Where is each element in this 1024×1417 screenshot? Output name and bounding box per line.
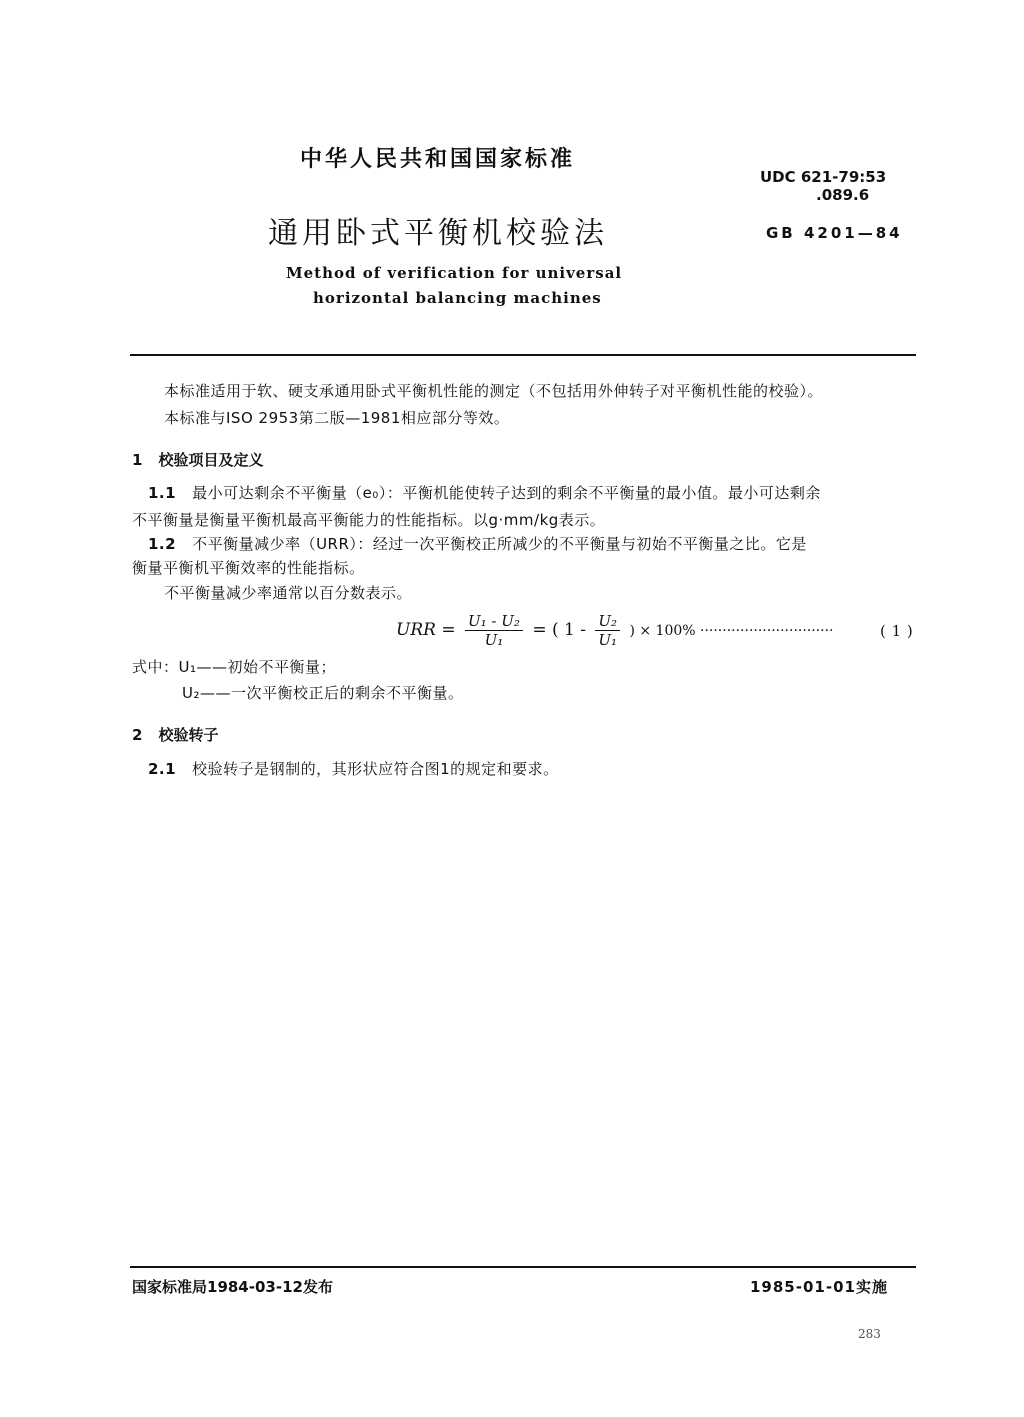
issue-date: 国家标准局1984-03-12发布 <box>132 1278 333 1296</box>
english-title-line2: horizontal balancing machines <box>313 289 602 307</box>
urr-formula <box>396 612 834 649</box>
section-1-title: 校验项目及定义 <box>158 451 264 469</box>
clause-1-1-number: 1.1 <box>148 484 177 502</box>
clause-1-2-line3: 不平衡量减少率通常以百分数表示。 <box>164 584 413 602</box>
fraction-2-denominator: U₁ <box>598 631 618 649</box>
udc-code-line2: .089.6 <box>816 186 870 204</box>
formula-fraction-2 <box>595 612 620 649</box>
footer-divider <box>130 1266 916 1268</box>
header-divider <box>130 354 916 356</box>
clause-1-2-line2: 衡量平衡机平衡效率的性能指标。 <box>132 559 365 577</box>
clause-2-1-number: 2.1 <box>148 760 177 778</box>
formula-middle: = ( 1 - <box>532 620 586 640</box>
fraction-2-numerator: U₂ <box>595 612 620 631</box>
formula-number: ( 1 ) <box>880 622 914 640</box>
clause-1-1-text: 最小可达剩余不平衡量（e₀）：平衡机能使转子达到的剩余不平衡量的最小值。最小可达剩余 <box>192 484 821 502</box>
formula-fraction-1 <box>465 612 523 649</box>
section-1-number: 1 <box>132 451 143 469</box>
national-standard-title: 中华人民共和国国家标准 <box>300 147 576 172</box>
formula-end: ) × 100% ······························ <box>629 623 834 639</box>
intro-paragraph-1: 本标准适用于软、硬支承通用卧式平衡机性能的测定（不包括用外伸转子对平衡机性能的校验）。 <box>164 382 824 400</box>
formula-where-line2: U₂——一次平衡校正后的剩余不平衡量。 <box>182 684 464 702</box>
effective-date: 1985-01-01实施 <box>750 1278 888 1296</box>
document-title: 通用卧式平衡机校验法 <box>268 216 608 251</box>
page-number: 283 <box>858 1327 881 1341</box>
clause-1-2-number: 1.2 <box>148 535 177 553</box>
udc-code-line1: UDC 621-79:53 <box>760 168 887 186</box>
section-1-heading <box>132 449 263 470</box>
clause-1-1-line2: 不平衡量是衡量平衡机最高平衡能力的性能指标。以g·mm/kg表示。 <box>132 511 606 529</box>
english-title-line1: Method of verification for universal <box>286 264 623 282</box>
clause-1-1-line1 <box>148 482 821 503</box>
section-2-number: 2 <box>132 726 143 744</box>
gb-standard-code: GB 4201—84 <box>766 224 903 242</box>
section-2-title: 校验转子 <box>158 726 219 744</box>
fraction-1-numerator: U₁ - U₂ <box>465 612 523 631</box>
formula-lhs: URR = <box>396 620 456 640</box>
intro-paragraph-2: 本标准与ISO 2953第二版—1981相应部分等效。 <box>164 409 510 427</box>
clause-1-2-line1 <box>148 533 807 554</box>
section-2-heading <box>132 724 218 745</box>
fraction-1-denominator: U₁ <box>484 631 504 649</box>
formula-where-line1: 式中：U₁——初始不平衡量； <box>132 658 336 676</box>
clause-2-1-text: 校验转子是钢制的，其形状应符合图1的规定和要求。 <box>192 760 559 778</box>
clause-2-1 <box>148 758 559 779</box>
clause-1-2-text: 不平衡量减少率（URR）：经过一次平衡校正所减少的不平衡量与初始不平衡量之比。它是 <box>192 535 807 553</box>
